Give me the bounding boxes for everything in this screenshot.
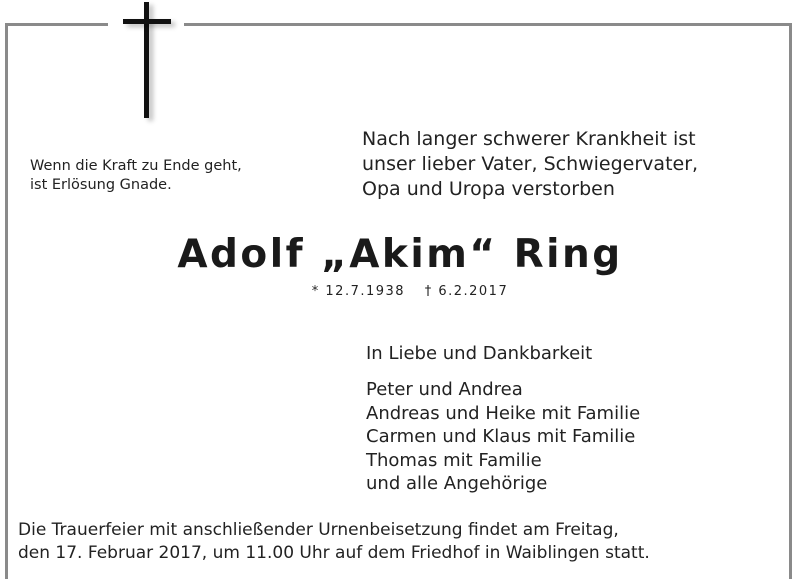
mourner-entry: Andreas und Heike mit Familie <box>366 402 641 424</box>
mourner-entry: Thomas mit Familie <box>366 449 542 471</box>
funeral-line: den 17. Februar 2017, um 11.00 Uhr auf dem Friedhof in Waiblingen statt. <box>18 542 650 563</box>
deceased-name: Adolf „Akim“ Ring <box>177 232 623 277</box>
funeral-info <box>18 519 650 564</box>
cross-icon <box>120 0 184 125</box>
announcement-line: Nach langer schwerer Krankheit ist <box>362 128 696 150</box>
motto-line: Wenn die Kraft zu Ende geht, <box>30 158 242 174</box>
funeral-line: Die Trauerfeier mit anschließender Urnenbeisetzung findet am Freitag, <box>18 520 619 540</box>
announcement-line: unser lieber Vater, Schwiegervater, <box>362 153 699 175</box>
motto-line: ist Erlösung Gnade. <box>30 177 172 193</box>
announcement <box>362 127 698 202</box>
life-dates <box>0 284 800 299</box>
mourner-entry: Peter und Andrea <box>366 379 523 400</box>
motto <box>30 157 242 195</box>
birth-date: * 12.7.1938 <box>311 284 406 299</box>
death-date: † 6.2.2017 <box>424 284 509 299</box>
mourners-intro: In Liebe und Dankbarkeit <box>366 343 593 364</box>
mourners-list <box>366 378 640 496</box>
mourner-entry: Carmen und Klaus mit Familie <box>366 426 636 447</box>
mourner-entry: und alle Angehörige <box>366 473 548 494</box>
announcement-line: Opa und Uropa verstorben <box>362 178 615 200</box>
